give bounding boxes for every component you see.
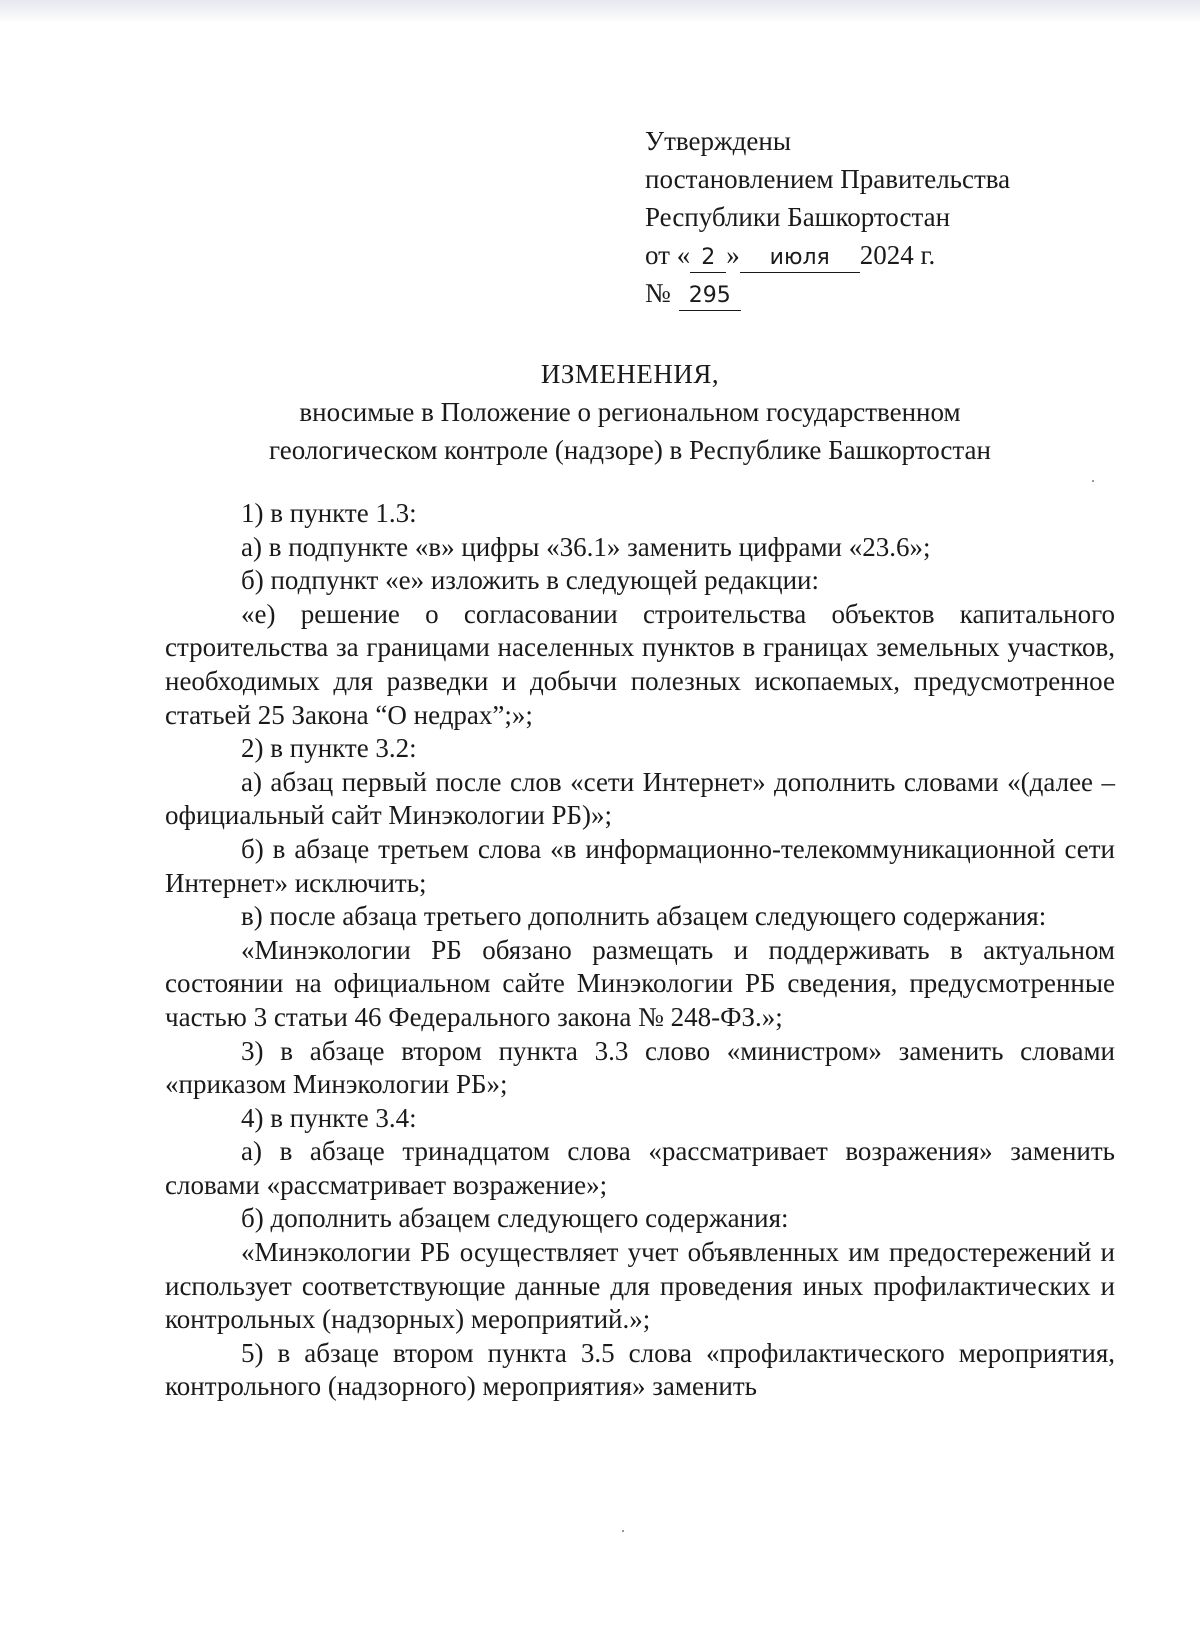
title-subtitle: геологическом контроле (надзоре) в Республике Башкортостан <box>269 435 991 465</box>
approval-line: постановлением Правительства <box>645 164 1011 194</box>
document-number: 295 <box>679 282 741 311</box>
date-year: 2024 г. <box>859 240 936 270</box>
scan-edge <box>0 0 1200 24</box>
date-prefix: от « <box>645 240 691 270</box>
title-subtitle: вносимые в Положение о региональном государственном <box>299 397 961 427</box>
paragraph: 2) в пункте 3.2: <box>241 733 417 764</box>
paragraph: б) дополнить абзацем следующего содержания: <box>241 1203 789 1234</box>
date-mid: » <box>726 240 740 270</box>
approval-number <box>645 274 1105 312</box>
paragraph: в) после абзаца третьего дополнить абзацем следующего содержания: <box>241 901 1047 932</box>
paragraph: 1) в пункте 1.3: <box>241 498 417 528</box>
paragraph: б) в абзаце третьем слова «в информационно-телекоммуникационной сети Интернет» исключить; <box>165 833 1115 898</box>
date-month: июля <box>740 244 860 273</box>
document-body <box>165 497 1115 1404</box>
title-main: ИЗМЕНЕНИЯ, <box>540 359 720 389</box>
approval-date <box>645 236 1105 274</box>
date-day: 2 <box>690 244 726 273</box>
paragraph: 3) в абзаце втором пункта 3.3 слово «министром» заменить словами «приказом Минэкологии РБ»; <box>165 1035 1115 1100</box>
paragraph: «Минэкологии РБ обязано размещать и поддерживать в актуальном состоянии на официальном сайте Минэкологии РБ сведения, предусмотренные частью 3 статьи 46 Федерального закона № 248-ФЗ.»; <box>165 934 1115 1032</box>
scan-speck <box>1092 480 1094 482</box>
paragraph: а) абзац первый после слов «сети Интернет» дополнить словами «(далее – официальный сайт Минэкологии РБ)»; <box>165 766 1115 831</box>
approval-line: Утверждены <box>645 126 791 156</box>
paragraph: «е) решение о согласовании строительства объектов капитального строительства за границами населенных пунктов в границах земельных участков, необходимых для разведки и добычи полезных ископаемых, предусмотренное статьей 25 Закона “О недрах”;»; <box>165 598 1115 730</box>
approval-stamp <box>645 122 1105 312</box>
paragraph: а) в подпункте «в» цифры «36.1» заменить цифрами «23.6»; <box>241 531 931 562</box>
paragraph: а) в абзаце тринадцатом слова «рассматривает возражения» заменить словами «рассматривает возражение»; <box>165 1136 1115 1200</box>
paragraph: «Минэкологии РБ осуществляет учет объявленных им предостережений и использует соответствующие данные для проведения иных профилактических и контрольных (надзорных) мероприятий.»; <box>165 1237 1115 1335</box>
approval-line: Республики Башкортостан <box>645 202 951 232</box>
document-title <box>160 355 1100 469</box>
scan-speck <box>622 1530 624 1532</box>
paragraph: 4) в пункте 3.4: <box>241 1102 417 1133</box>
number-prefix: № <box>645 278 671 308</box>
paragraph: б) подпункт «е» изложить в следующей редакции: <box>241 565 819 596</box>
paragraph: 5) в абзаце втором пункта 3.5 слова «профилактического мероприятия, контрольного (надзорного) мероприятия» заменить <box>165 1337 1115 1402</box>
